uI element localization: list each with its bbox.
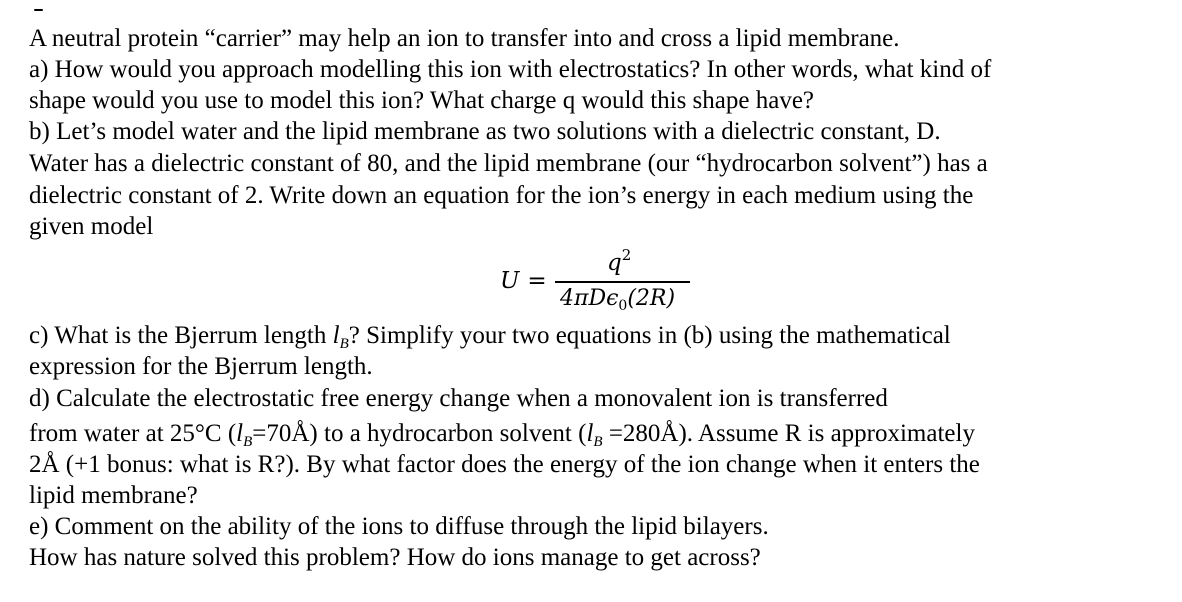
part-a-line-1: a) How would you approach modelling this ion with electrostatics? In other words, what kind of <box>29 56 992 83</box>
denominator-pre: 4πDϵ <box>560 286 619 311</box>
cursor-mark <box>34 9 43 11</box>
bjerrum-symbol-l: l <box>332 322 340 349</box>
denominator-subscript: 0 <box>618 298 628 314</box>
intro-line: A neutral protein “carrier” may help an ion to transfer into and cross a lipid membrane. <box>29 25 900 52</box>
part-b-line-4: given model <box>29 213 154 240</box>
part-b-line-1: b) Let’s model water and the lipid membrane as two solutions with a dielectric constant, D. <box>29 118 941 145</box>
part-b-line-3: dielectric constant of 2. Write down an equation for the ion’s energy in each medium using the <box>29 182 974 209</box>
numerator-base: q <box>607 250 622 276</box>
part-e-line-1: e) Comment on the ability of the ions to diffuse through the lipid bilayers. <box>29 513 769 540</box>
part-b-line-2: Water has a dielectric constant of 80, and the lipid membrane (our “hydrocarbon solvent”) has a <box>29 150 988 177</box>
equation-lhs <box>500 268 547 294</box>
equation-numerator <box>607 246 631 276</box>
numerator-exponent: 2 <box>621 246 632 264</box>
part-d-line-1: d) Calculate the electrostatic free energy change when a monovalent ion is transferred <box>29 385 888 412</box>
part-c-pre: c) What is the Bjerrum length <box>29 322 333 349</box>
part-d-line-4: lipid membrane? <box>29 482 198 509</box>
energy-equation <box>500 248 700 318</box>
part-d-post: =280Å). Assume R is approximately <box>602 420 975 447</box>
bjerrum-symbol-b: B <box>339 336 349 352</box>
part-d-mid: =70Å) to a hydrocarbon solvent ( <box>252 420 587 447</box>
part-c-post: ? Simplify your two equations in (b) using the mathematical <box>348 322 951 349</box>
equation-equals: = <box>527 268 547 294</box>
bjerrum-hydrocarbon-l: l <box>586 420 594 447</box>
fraction-bar <box>555 281 690 283</box>
equation-denominator <box>560 286 675 314</box>
bjerrum-hydrocarbon-b: B <box>593 434 603 450</box>
bjerrum-water-l: l <box>236 420 244 447</box>
part-c-line-2: expression for the Bjerrum length. <box>29 353 373 380</box>
part-d-pre: from water at 25°C ( <box>29 420 237 447</box>
bjerrum-water-b: B <box>243 434 253 450</box>
equation-u: U <box>500 268 520 294</box>
part-e-line-2: How has nature solved this problem? How do ions manage to get across? <box>29 544 761 571</box>
denominator-post: (2R) <box>627 286 676 311</box>
part-d-line-3: 2Å (+1 bonus: what is R?). By what factor does the energy of the ion change when it enters the <box>29 451 980 478</box>
part-a-line-2: shape would you use to model this ion? What charge q would this shape have? <box>29 87 815 114</box>
